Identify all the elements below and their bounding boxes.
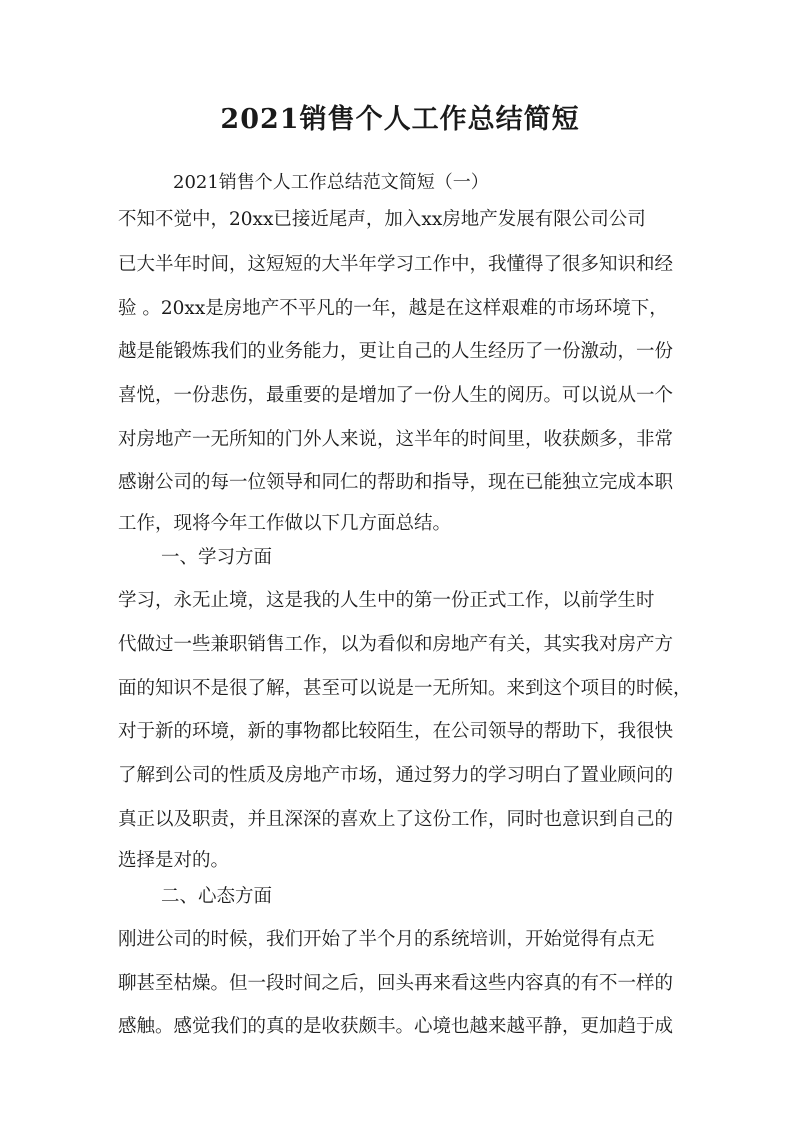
document-title: 2021销售个人工作总结简短 [220,104,580,135]
paragraph-line: 选择是对的。 [118,850,230,871]
paragraph-line: 感触。感觉我们的真的是收获颇丰。心境也越来越平静，更加趋于成 [118,1016,674,1037]
paragraph-line: 面的知识不是很了解，甚至可以说是一无所知。来到这个项目的时候， [118,678,692,699]
section-heading-mindset: 二、心态方面 [161,886,273,907]
section-heading-study: 一、学习方面 [161,547,273,568]
paragraph-line: 刚进公司的时候，我们开始了半个月的系统培训，开始觉得有点无 [118,929,655,950]
paragraph-line: 工作，现将今年工作做以下几方面总结。 [118,513,452,534]
document-subtitle: 2021销售个人工作总结范文简短（一） [173,172,489,193]
paragraph-line: 对于新的环境，新的事物都比较陌生，在公司领导的帮助下，我很快 [118,721,674,742]
paragraph-line: 越是能锻炼我们的业务能力，更让自己的人生经历了一份激动，一份 [118,341,674,362]
paragraph-line: 真正以及职责，并且深深的喜欢上了这份工作，同时也意识到自己的 [118,809,674,830]
paragraph-line: 聊甚至枯燥。但一段时间之后，回头再来看这些内容真的有不一样的 [118,973,674,994]
paragraph-line: 代做过一些兼职销售工作，以为看似和房地产有关，其实我对房产方 [118,634,674,655]
paragraph-line: 已大半年时间，这短短的大半年学习工作中，我懂得了很多知识和经 [118,254,674,275]
paragraph-line: 不知不觉中，20xx已接近尾声，加入xx房地产发展有限公司公司 [118,209,646,230]
paragraph-line: 喜悦，一份悲伤，最重要的是增加了一份人生的阅历。可以说从一个 [118,385,674,406]
paragraph-line: 学习，永无止境，这是我的人生中的第一份正式工作，以前学生时 [118,590,655,611]
paragraph-line: 对房地产一无所知的门外人来说，这半年的时间里，收获颇多，非常 [118,429,674,450]
paragraph-line: 验 。20xx是房地产不平凡的一年，越是在这样艰难的市场环境下， [118,298,668,319]
paragraph-line: 了解到公司的性质及房地产市场，通过努力的学习明白了置业顾问的 [118,765,674,786]
paragraph-line: 感谢公司的每一位领导和同仁的帮助和指导，现在已能独立完成本职 [118,472,674,493]
